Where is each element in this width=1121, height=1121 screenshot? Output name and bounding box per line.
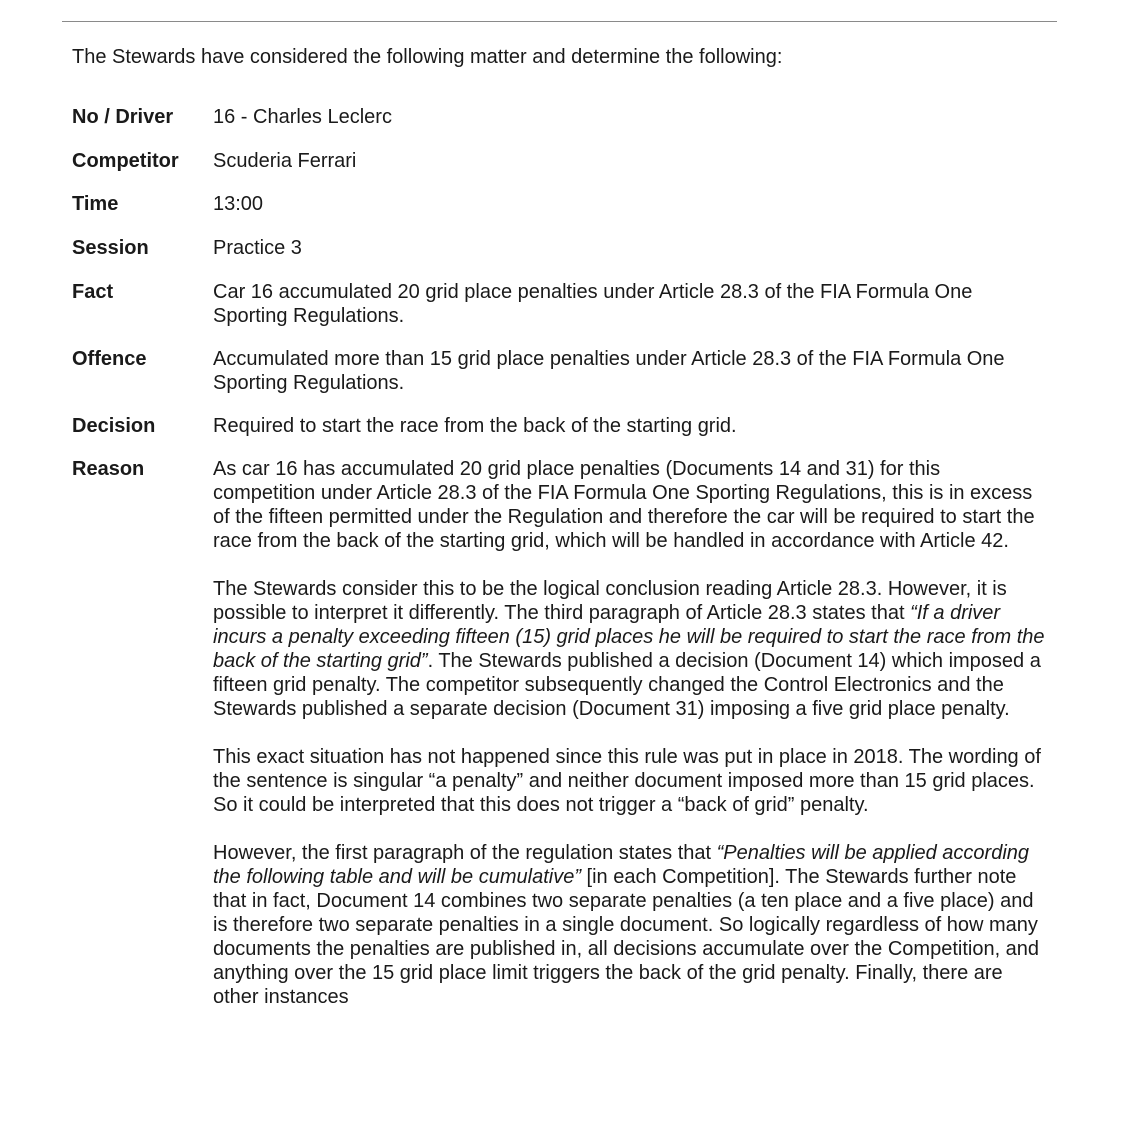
- reason-body: [213, 457, 1047, 1009]
- field-label: Competitor: [72, 150, 179, 172]
- reason-paragraph-2: [213, 577, 1047, 721]
- field-reason: [72, 457, 1047, 1009]
- field-value: Accumulated more than 15 grid place penalties under Article 28.3 of the FIA Formula One Sporting Regulations.: [213, 348, 1005, 394]
- reason-text: . The Stewards published a decision (Document 14) which imposed a fifteen grid penalty. The competitor subsequently changed the Control Electronics and the Stewards published a separate decision (Document 31) imposing a five grid place penalty.: [213, 650, 1041, 720]
- field-value: Practice 3: [213, 237, 302, 259]
- field-value: Car 16 accumulated 20 grid place penalties under Article 28.3 of the FIA Formula One Sporting Regulations.: [213, 281, 973, 327]
- field-fact: [72, 280, 1047, 328]
- field-driver: [72, 105, 1047, 129]
- regulation-quote: “If a driver incurs a penalty exceeding fifteen (15) grid places he will be required to start the race from the back of the starting grid”: [213, 602, 1045, 672]
- field-decision: [72, 414, 1047, 438]
- field-label: Time: [72, 193, 119, 215]
- regulation-quote: “Penalties will be applied according the following table and will be cumulative”: [213, 842, 1030, 888]
- reason-text: The Stewards consider this to be the logical conclusion reading Article 28.3. However, it is possible to interpret it differently. The third paragraph of Article 28.3 states that: [213, 578, 1007, 624]
- reason-paragraph-1: As car 16 has accumulated 20 grid place penalties (Documents 14 and 31) for this competition under Article 28.3 of the FIA Formula One Sporting Regulations, this is in excess of the fifteen permitted under the Regulation and therefore the car will be required to start the race from the back of the starting grid, which will be handled in accordance with Article 42.: [213, 458, 1035, 552]
- intro-text: The Stewards have considered the following matter and determine the following:: [72, 46, 783, 68]
- field-label: Session: [72, 237, 149, 259]
- field-label: Reason: [72, 458, 145, 480]
- field-session: [72, 236, 1047, 260]
- field-label: Offence: [72, 348, 147, 370]
- top-divider: [62, 21, 1057, 22]
- field-value: 13:00: [213, 193, 264, 215]
- field-time: [72, 192, 1047, 216]
- field-value: 16 - Charles Leclerc: [213, 106, 392, 128]
- field-label: No / Driver: [72, 106, 174, 128]
- reason-paragraph-3: This exact situation has not happened since this rule was put in place in 2018. The wording of the sentence is singular “a penalty” and neither document imposed more than 15 grid places. So it could be interpreted that this does not trigger a “back of grid” penalty.: [213, 746, 1041, 816]
- reason-text: However, the first paragraph of the regulation states that: [213, 842, 717, 864]
- field-value: Required to start the race from the back of the starting grid.: [213, 415, 737, 437]
- field-label: Fact: [72, 281, 114, 303]
- reason-paragraph-4: [213, 841, 1047, 1009]
- field-value: Scuderia Ferrari: [213, 150, 357, 172]
- field-label: Decision: [72, 415, 156, 437]
- reason-text: [in each Competition]. The Stewards further note that in fact, Document 14 combines two separate penalties (a ten place and a five place) and is therefore two separate penalties in a single document. So logically regardless of how many documents the penalties are published in, all decisions accumulate over the Competition, and anything over the 15 grid place limit triggers the back of the grid penalty. Finally, there are other instances: [213, 866, 1040, 1008]
- field-competitor: [72, 149, 1047, 173]
- field-offence: [72, 347, 1047, 395]
